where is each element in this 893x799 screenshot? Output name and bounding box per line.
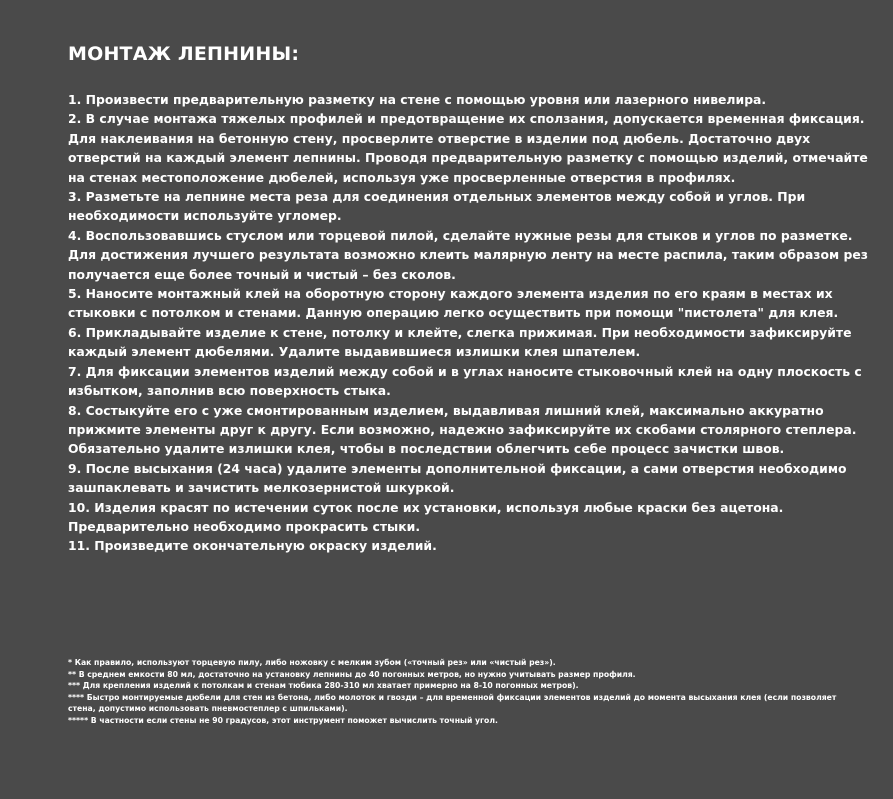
step-item: 7. Для фиксации элементов изделий между собой и в углах наносите стыковочный клей на одну плоскость с избытком, заполнив всю поверхность стыка. <box>68 363 862 399</box>
footnote: * Как правило, используют торцевую пилу, либо ножовку с мелким зубом («точный рез» или «чистый рез»). <box>68 658 556 667</box>
footnote: ***** В частности если стены не 90 градусов, этот инструмент поможет вычислить точный угол. <box>68 715 498 725</box>
step-item: 1. Произвести предварительную разметку на стене с помощью уровня или лазерного нивелира. <box>68 92 767 107</box>
steps-list <box>68 90 868 556</box>
step-item: 2. В случае монтажа тяжелых профилей и предотвращение их сползания, допускается временная фиксация. Для наклеивания на бетонную стену, просверлите отверстие в изделии под дюбель. Достаточно двух отверстий на каждый элемент лепнины. Проводя предварительную разметку с помощью изделий, отмечайте на стенах местоположение дюбелей, используя уже просверленные отверстия в профилях. <box>68 111 868 185</box>
step-item: 10. Изделия красят по истечении суток после их установки, используя любые краски без ацетона. Предварительно необходимо прокрасить стыки. <box>68 499 784 534</box>
footnote: **** Быстро монтируемые дюбели для стен из бетона, либо молоток и гвозди – для временной фиксации элементов изделий до момента высыхания клея (если позволяет стена, допустимо использовать пневмостеплер с шпильками). <box>68 692 837 714</box>
step-item: 6. Прикладывайте изделие к стене, потолку и клейте, слегка прижимая. При необходимости зафиксируйте каждый элемент дюбелями. Удалите выдавившиеся излишки клея шпателем. <box>68 324 852 360</box>
step-item: 3. Разметьте на лепнине места реза для соединения отдельных элементов между собой и углов. При необходимости используйте угломер. <box>68 189 806 224</box>
footnote: *** Для крепления изделий к потолкам и стенам тюбика 280-310 мл хватает примерно на 8-10 погонных метров). <box>68 681 579 691</box>
step-item: 5. Наносите монтажный клей на оборотную сторону каждого элемента изделия по его краям в местах их стыковки с потолком и стенами. Данную операцию легко осуществить при помощи "пистолета" для клея. <box>68 286 839 321</box>
step-item: 9. После высыхания (24 часа) удалите элементы дополнительной фиксации, а сами отверстия необходимо зашпаклевать и зачистить мелкозернистой шкуркой. <box>68 460 847 496</box>
step-item: 11. Произведите окончательную окраску изделий. <box>68 538 437 554</box>
step-item: 4. Воспользовавшись стуслом или торцевой пилой, сделайте нужные резы для стыков и углов по разметке. Для достижения лучшего результата возможно клеить малярную ленту на месте распила, таким образом рез получается еще более точный и чистый – без сколов. <box>68 227 868 282</box>
page-title: МОНТАЖ ЛЕПНИНЫ: <box>68 43 300 65</box>
footnotes-list <box>68 657 858 727</box>
step-item: 8. Состыкуйте его с уже смонтированным изделием, выдавливая лишний клей, максимально аккуратно прижмите элементы друг к другу. Если возможно, надежно зафиксируйте их скобами столярного степлера. Обязательно удалите излишки клея, чтобы в последствии облегчить себе процесс зачистки швов. <box>68 402 857 457</box>
footnote: ** В среднем емкости 80 мл, достаточно на установку лепнины до 40 погонных метров, но нужно учитывать размер профиля. <box>68 669 636 679</box>
